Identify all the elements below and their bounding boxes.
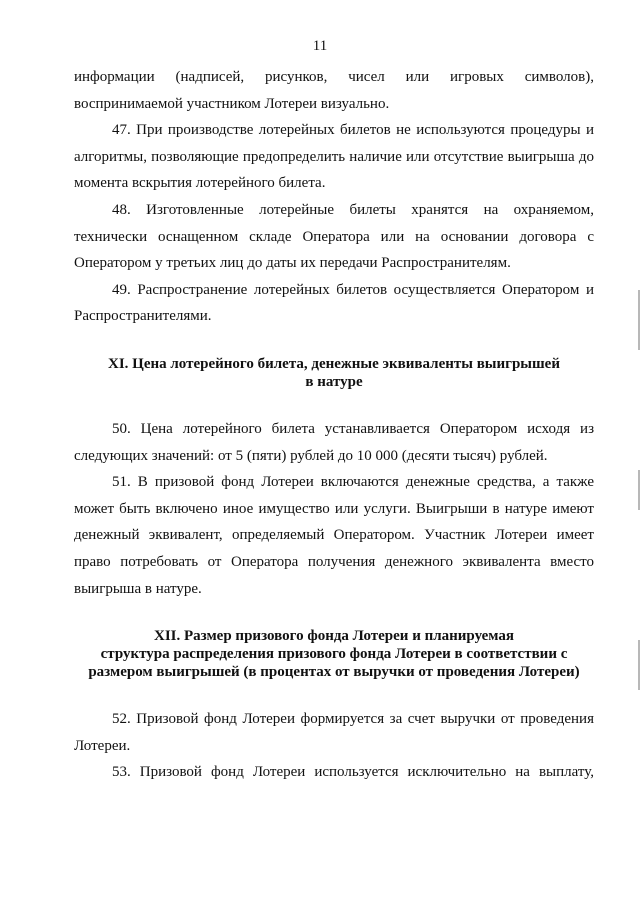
section-xi-heading [74, 355, 594, 391]
paragraph-51: 51. В призовой фонд Лотереи включаются денежные средства, а также может быть включено иное имущество или услуги. Выигрыши в натуре имеют денежный эквивалент, определяемый Оператором. Участник Лотереи имеет право потребовать от Оператора получения денежного эквивалента вместо выигрыша в натуре. [74, 474, 594, 597]
spacer [74, 330, 594, 355]
paragraph-53: 53. Призовой фонд Лотереи используется исключительно на выплату, [112, 764, 594, 781]
paragraph-48: 48. Изготовленные лотерейные билеты хранятся на охраняемом, технически оснащенном складе Оператора или на основании договора с Оператором у третьих лиц до даты их передачи Распространителям. [74, 201, 594, 272]
section-xi-heading-line-2: в натуре [305, 373, 363, 390]
paragraph-50: 50. Цена лотерейного билета устанавливается Оператором исходя из следующих значений: от 5 (пяти) рублей до 10 000 (десяти тысяч) рублей. [74, 420, 594, 464]
spacer [74, 391, 594, 416]
page-number: 11 [312, 38, 328, 54]
paragraph-continuation-end: воспринимаемой участником Лотереи визуально. [74, 95, 390, 112]
section-xii-heading-line-2: структура распределения призового фонда Лотереи в соответствии с [100, 646, 568, 663]
section-xii-heading-line-1: XII. Размер призового фонда Лотереи и планируемая [153, 628, 515, 645]
section-xii-heading-line-3: размером выигрышей (в процентах от выручки от проведения Лотереи) [88, 664, 580, 681]
spacer [74, 602, 594, 627]
paragraph-49: 49. Распространение лотерейных билетов осуществляется Оператором и Распространителями. [74, 281, 594, 325]
paragraph-continuation-line: информации (надписей, рисунков, чисел или игровых символов), [74, 69, 594, 85]
section-xi-heading-line-1: XI. Цена лотерейного билета, денежные эквиваленты выигрышей [108, 355, 560, 372]
spacer [74, 681, 594, 706]
paragraph-52: 52. Призовой фонд Лотереи формируется за счет выручки от проведения Лотереи. [74, 711, 594, 754]
section-xii-heading [74, 627, 594, 681]
document-body [74, 64, 594, 786]
paragraph-47: 47. При производстве лотерейных билетов не используются процедуры и алгоритмы, позволяющие предопределить наличие или отсутствие выигрыша до момента вскрытия лотерейного билета. [74, 122, 594, 192]
